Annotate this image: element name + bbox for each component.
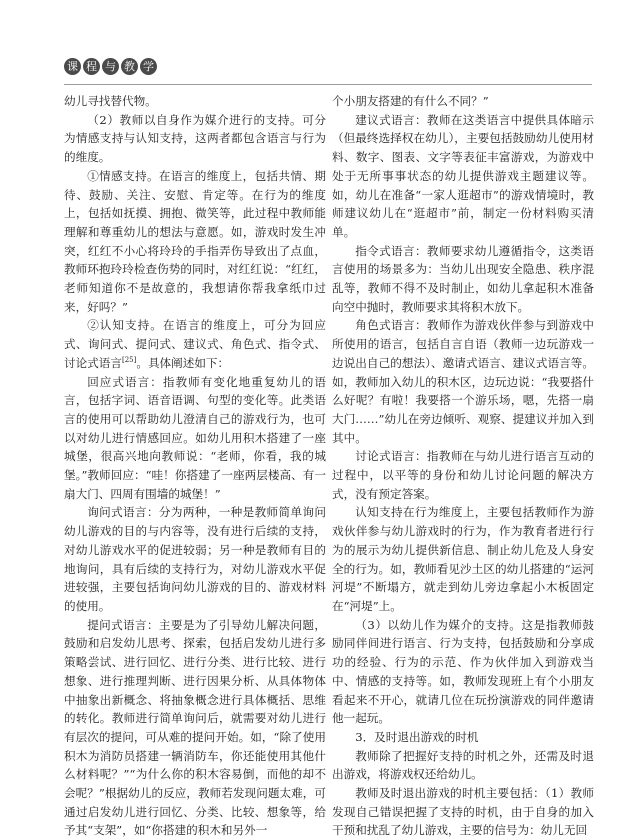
paragraph: 幼儿寻找替代物。 — [64, 94, 157, 108]
paragraph: 指令式语言：教师要求幼儿遵循指令，这类语言使用的场景多为：当幼儿出现安全隐患、秩序混乱等，教师不得不及时制止，如幼儿拿起积木准备向空中抛时，教师要求其将积木放下。 — [332, 243, 594, 314]
paragraph: 个小朋友搭建的有什么不同？” — [332, 94, 489, 108]
header-char: 与 — [102, 58, 119, 75]
paragraph-text: ②认知支持。在语言的维度上，可分为回应式、询问式、提问式、建议式、角色式、指令式、讨论式语言 — [64, 318, 326, 370]
paragraph: 认知支持在行为维度上，主要包括教师作为游戏伙伴参与幼儿游戏时的行为，作为教育者进行行为的展示为幼儿提供新信息、制止幼儿危及人身安全的行为。如，教师看见沙土区的幼儿搭建的“运河河堤”不断塌方，就走到幼儿旁边拿起小木板固定在“河堤”上。 — [332, 505, 594, 613]
header-char: 课 — [64, 58, 81, 75]
header-char: 学 — [140, 58, 157, 75]
paragraph-text: 。具体阐述如下： — [136, 355, 230, 370]
paragraph: 回应式语言：指教师有变化地重复幼儿的语言，包括字词、语音语调、句型的变化等。此类语言的使用可以帮助幼儿澄清自己的游戏行为，也可以对幼儿进行情感回应。如幼儿用积木搭建了一座城堡，很高兴地向教师说：“老师，你看，我的城堡。”教师回应：“哇！你搭建了一座两层楼高、有一扇大门、四周有围墙的城堡！” — [64, 374, 326, 501]
header-rule — [64, 84, 592, 85]
paragraph: 建议式语言：教师在这类语言中提供具体暗示（但最终选择权在幼儿），主要包括鼓励幼儿使用材料、数字、图表、文字等表征丰富游戏，为游戏中处于无所事事状态的幼儿提供游戏主题建议等。如，幼儿在准备“一家人逛超市”的游戏情境时，教师建议幼儿在“逛超市”前，制定一份材料购买清单。 — [332, 112, 594, 239]
header-char: 教 — [121, 58, 138, 75]
paragraph: ①情感支持。在语言的维度上，包括共情、期待、鼓励、关注、安慰、肯定等。在行为的维度上，包括如抚摸、拥抱、微笑等，此过程中教师能理解和尊重幼儿的想法与意愿。如，游戏时发生冲突，红红不小心将玲玲的手指弄伤导致出了点血，教师环抱玲玲检查伤势的同时，对红红说：“红红，老师知道你不是故意的，我想请你帮我拿纸巾过来，好吗？” — [64, 168, 326, 314]
paragraph — [64, 316, 326, 372]
citation: [25] — [121, 355, 137, 364]
paragraph: 教师除了把握好支持的时机之外，还需及时退出游戏，将游戏权还给幼儿。 — [332, 748, 594, 782]
paragraph: （3）以幼儿作为媒介的支持。这是指教师鼓励同伴间进行语言、行为支持，包括鼓励和分享成功的经验、行为的示范、作为伙伴加入到游戏当中、情感的支持等。如，教师发现班上有个小朋友看起来不开心，就请几位在玩扮演游戏的同伴邀请他一起玩。 — [332, 617, 594, 726]
paragraph: 询问式语言：分为两种，一种是教师简单询问幼儿游戏的目的与内容等，没有进行后续的支持，对幼儿游戏水平的促进较弱；另一种是教师有目的地询问，具有后续的支持行为，对幼儿游戏水平促进较强，主要包括询问幼儿游戏的目的、游戏材料的使用。 — [64, 505, 326, 613]
paragraph: 讨论式语言：指教师在与幼儿进行语言互动的过程中，以平等的身份和幼儿讨论问题的解决方式，没有预定答案。 — [332, 449, 594, 501]
section-header — [64, 58, 157, 80]
paragraph: （2）教师以自身作为媒介进行的支持。可分为情感支持与认知支持，这两者都包含语言与行为的维度。 — [64, 112, 326, 165]
header-char: 程 — [83, 58, 100, 75]
paragraph: 教师及时退出游戏的时机主要包括：（1）教师发现自己错误把握了支持的时机，由于自身的加入干预和扰乱了幼儿游戏，主要的信号为：幼儿无回 — [332, 786, 594, 838]
right-column — [332, 92, 594, 838]
paragraph: 提问式语言：主要是为了引导幼儿解决问题，鼓励和启发幼儿思考、探索，包括启发幼儿进行多策略尝试、进行回忆、进行分类、进行比较、进行想象、进行推理判断、进行因果分析、从具体物体中抽象出新概念、将抽象概念进行具体概括、思维的转化。教师进行简单询问后，就需要对幼儿进行有层次的提问，可从难的提问开始。如，“除了使用积木为消防员搭建一辆消防车，你还能使用其他什么材料呢？”“为什么你的积木容易倒，而他的却不会呢？”根据幼儿的反应，教师若发现问题太难，可通过启发幼儿进行回忆、分类、比较、想象等，给予其“支架”，如“你搭建的积木和另外一 — [64, 617, 326, 838]
section-heading: 3．及时退出游戏的时机 — [355, 729, 479, 744]
paragraph: 角色式语言：教师作为游戏伙伴参与到游戏中所使用的语言，包括自言自语（教师一边玩游戏一边说出自己的想法）、邀请式语言、建议式语言等。如，教师加入幼儿的积木区，边玩边说：“我要搭什么好呢？有啦！我要搭一个游乐场，嗯，先搭一扇大门……”幼儿在旁边倾听、观察、提建议并加入到其中。 — [332, 318, 594, 445]
left-column — [64, 92, 326, 838]
